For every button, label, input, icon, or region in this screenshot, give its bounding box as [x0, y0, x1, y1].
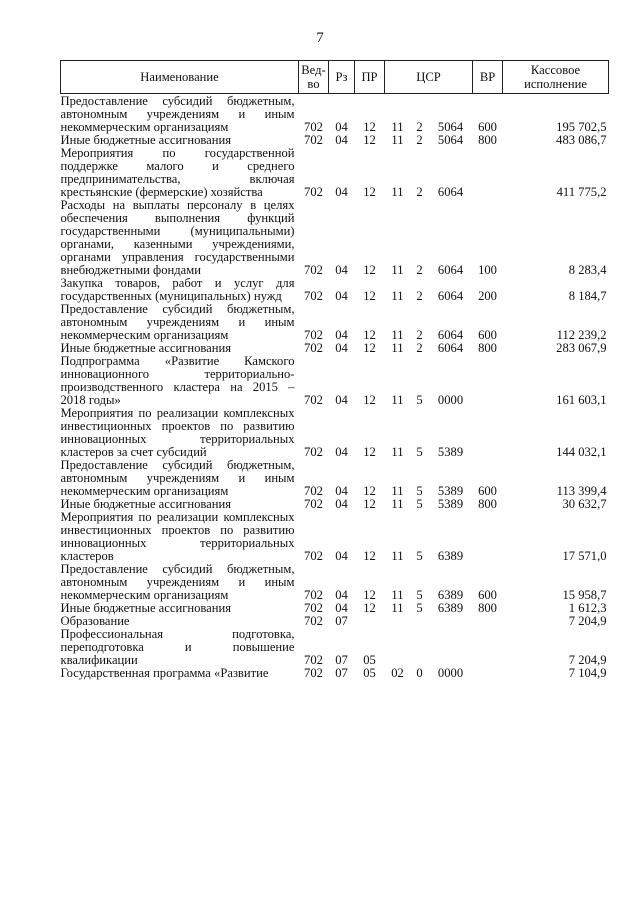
row-csr-direction: 5389 — [437, 484, 464, 498]
header-rz: Рз — [329, 61, 355, 94]
row-pr: 05 — [363, 653, 376, 667]
header-csr: ЦСР — [385, 61, 473, 94]
row-vr — [473, 355, 503, 407]
header-vr: ВР — [473, 61, 503, 94]
row-ved: 702 — [304, 588, 323, 602]
row-vr: 600 — [478, 328, 497, 342]
row-rz: 04 — [335, 341, 348, 355]
row-vr: 800 — [478, 341, 497, 355]
row-csr-direction: 5064 — [437, 120, 464, 134]
row-rz: 04 — [335, 120, 348, 134]
row-csr-program: 11 — [391, 133, 404, 147]
row-csr-subprogram: 5 — [416, 445, 423, 459]
row-csr-direction: 6064 — [437, 341, 464, 355]
row-amount: 144 032,1 — [556, 445, 607, 459]
row-ved: 702 — [304, 653, 323, 667]
row-csr-direction: 5389 — [437, 445, 464, 459]
row-vr — [473, 667, 503, 680]
row-vr — [473, 615, 503, 628]
row-rz: 04 — [335, 328, 348, 342]
row-csr-direction: 6389 — [437, 601, 464, 615]
row-ved: 702 — [304, 666, 323, 680]
row-csr-subprogram: 2 — [416, 133, 423, 147]
row-csr-subprogram — [411, 615, 429, 628]
row-name: Иные бюджетные ассигнования — [60, 497, 232, 511]
row-vr: 100 — [478, 263, 497, 277]
row-pr: 12 — [363, 341, 376, 355]
row-csr-program: 11 — [391, 497, 404, 511]
row-name: Иные бюджетные ассигнования — [60, 601, 232, 615]
row-pr: 12 — [363, 588, 376, 602]
row-csr-subprogram: 5 — [416, 549, 423, 563]
row-rz: 04 — [335, 263, 348, 277]
row-csr-direction — [429, 628, 473, 667]
row-vr: 600 — [478, 588, 497, 602]
row-csr-direction — [429, 615, 473, 628]
row-csr-program: 11 — [391, 393, 404, 407]
row-csr-program: 11 — [391, 185, 404, 199]
row-amount: 8 184,7 — [568, 289, 607, 303]
row-ved: 702 — [304, 289, 323, 303]
row-csr-program — [385, 615, 411, 628]
row-vr: 600 — [478, 120, 497, 134]
row-ved: 702 — [304, 185, 323, 199]
row-csr-direction: 5389 — [437, 497, 464, 511]
row-name: Иные бюджетные ассигнования — [60, 133, 232, 147]
row-ved: 702 — [304, 614, 323, 628]
row-amount: 195 702,5 — [556, 120, 607, 134]
row-ved: 702 — [304, 120, 323, 134]
row-ved: 702 — [304, 549, 323, 563]
row-csr-subprogram — [411, 628, 429, 667]
row-ved: 702 — [304, 328, 323, 342]
row-pr: 12 — [363, 263, 376, 277]
table-row — [61, 199, 609, 277]
row-amount: 283 067,9 — [556, 341, 607, 355]
row-pr — [355, 615, 385, 628]
row-csr-program — [385, 628, 411, 667]
header-exec — [503, 61, 609, 94]
row-name: Подпрограмма «Развитие Камского инновационного территориально-производственного кластера на 2015 – 2018 годы» — [60, 354, 295, 407]
row-pr: 12 — [363, 484, 376, 498]
row-name: Мероприятия по реализации комплексных инвестиционных проектов по развитию инновационных территориальных кластеров за счет субсидий — [60, 406, 295, 459]
row-vr — [473, 147, 503, 199]
row-csr-subprogram: 2 — [416, 328, 423, 342]
row-vr: 800 — [478, 133, 497, 147]
row-csr-direction: 5064 — [437, 133, 464, 147]
row-rz: 07 — [335, 653, 348, 667]
row-amount: 30 632,7 — [562, 497, 607, 511]
row-vr — [473, 511, 503, 563]
row-ved: 702 — [304, 601, 323, 615]
header-ved-line2: во — [307, 77, 320, 91]
row-ved: 702 — [304, 497, 323, 511]
row-csr-direction: 6064 — [437, 263, 464, 277]
row-amount: 113 399,4 — [556, 484, 607, 498]
row-amount: 483 086,7 — [556, 133, 607, 147]
table-row — [61, 303, 609, 342]
row-rz: 07 — [335, 614, 348, 628]
row-name: Мероприятия по реализации комплексных инвестиционных проектов по развитию инновационных территориальных кластеров — [60, 510, 295, 563]
row-pr: 12 — [363, 497, 376, 511]
row-csr-direction: 6064 — [437, 328, 464, 342]
row-pr: 12 — [363, 133, 376, 147]
row-csr-subprogram: 2 — [416, 341, 423, 355]
row-csr-direction: 6064 — [437, 289, 464, 303]
row-name: Иные бюджетные ассигнования — [60, 341, 232, 355]
header-ved — [299, 61, 329, 94]
row-name: Расходы на выплаты персоналу в целях обеспечения выполнения функций государственными (муниципальными) органами, казенными учреждениями, органами управления государственными внебюджетными фондами — [60, 198, 295, 277]
row-pr: 12 — [363, 185, 376, 199]
header-name: Наименование — [61, 61, 299, 94]
row-csr-program: 11 — [391, 484, 404, 498]
row-name: Государственная программа «Развитие — [60, 666, 269, 680]
row-csr-program: 11 — [391, 445, 404, 459]
row-amount: 7 104,9 — [568, 666, 607, 680]
row-csr-direction: 6389 — [437, 549, 464, 563]
row-csr-subprogram: 2 — [416, 263, 423, 277]
row-csr-program: 11 — [391, 588, 404, 602]
row-name: Профессиональная подготовка, переподготовка и повышение квалификации — [60, 627, 295, 667]
row-pr: 12 — [363, 289, 376, 303]
table-row — [61, 628, 609, 667]
row-rz: 04 — [335, 185, 348, 199]
header-exec-line1: Кассовое — [530, 63, 581, 77]
row-csr-subprogram: 2 — [416, 120, 423, 134]
row-vr: 600 — [478, 484, 497, 498]
row-name: Предоставление субсидий бюджетным, автономным учреждениям и иным некоммерческим организациям — [60, 94, 295, 134]
row-csr-subprogram: 5 — [416, 484, 423, 498]
table-row — [61, 511, 609, 563]
table-row — [61, 355, 609, 407]
row-pr: 12 — [363, 328, 376, 342]
row-csr-subprogram: 5 — [416, 497, 423, 511]
row-amount: 411 775,2 — [556, 185, 607, 199]
row-csr-program: 11 — [391, 263, 404, 277]
row-csr-program: 11 — [391, 341, 404, 355]
table-row — [61, 94, 609, 135]
row-csr-subprogram: 0 — [416, 666, 423, 680]
row-rz: 07 — [335, 666, 348, 680]
table-row — [61, 407, 609, 459]
row-rz: 04 — [335, 588, 348, 602]
row-amount: 7 204,9 — [568, 653, 607, 667]
row-rz: 04 — [335, 497, 348, 511]
row-amount: 7 204,9 — [568, 614, 607, 628]
row-name: Образование — [60, 614, 130, 628]
table-row — [61, 147, 609, 199]
row-csr-program: 02 — [391, 666, 404, 680]
row-ved: 702 — [304, 484, 323, 498]
budget-execution-table — [60, 60, 609, 680]
row-amount: 17 571,0 — [562, 549, 607, 563]
row-ved: 702 — [304, 393, 323, 407]
table-row — [61, 667, 609, 680]
row-name: Предоставление субсидий бюджетным, автономным учреждениям и иным некоммерческим организациям — [60, 458, 295, 498]
row-ved: 702 — [304, 445, 323, 459]
row-pr: 05 — [363, 666, 376, 680]
table-row — [61, 459, 609, 498]
row-pr: 12 — [363, 393, 376, 407]
row-amount: 112 239,2 — [556, 328, 607, 342]
row-rz: 04 — [335, 549, 348, 563]
row-amount: 1 612,3 — [568, 601, 607, 615]
table-row — [61, 277, 609, 303]
row-csr-program: 11 — [391, 549, 404, 563]
row-vr: 800 — [478, 497, 497, 511]
row-amount: 15 958,7 — [562, 588, 607, 602]
row-rz: 04 — [335, 133, 348, 147]
row-csr-subprogram: 5 — [416, 601, 423, 615]
table-row — [61, 563, 609, 602]
row-vr — [473, 407, 503, 459]
row-vr — [473, 628, 503, 667]
row-pr: 12 — [363, 445, 376, 459]
table-body — [61, 94, 609, 681]
row-rz: 04 — [335, 393, 348, 407]
row-amount: 161 603,1 — [556, 393, 607, 407]
row-amount: 8 283,4 — [568, 263, 607, 277]
row-csr-program: 11 — [391, 328, 404, 342]
header-exec-line2: исполнение — [524, 77, 587, 91]
table-header-row — [61, 61, 609, 94]
row-rz: 04 — [335, 445, 348, 459]
row-csr-direction: 0000 — [437, 666, 464, 680]
page-number: 7 — [316, 30, 324, 46]
row-pr: 12 — [363, 601, 376, 615]
row-csr-program: 11 — [391, 289, 404, 303]
row-csr-direction: 0000 — [437, 393, 464, 407]
row-rz: 04 — [335, 601, 348, 615]
row-csr-subprogram: 5 — [416, 393, 423, 407]
row-vr: 200 — [478, 289, 497, 303]
row-csr-program: 11 — [391, 601, 404, 615]
row-pr: 12 — [363, 549, 376, 563]
header-ved-line1: Вед- — [301, 63, 326, 77]
row-csr-direction: 6389 — [437, 588, 464, 602]
row-rz: 04 — [335, 484, 348, 498]
row-pr: 12 — [363, 120, 376, 134]
row-csr-subprogram: 2 — [416, 289, 423, 303]
row-csr-direction: 6064 — [437, 185, 464, 199]
row-ved: 702 — [304, 263, 323, 277]
row-ved: 702 — [304, 341, 323, 355]
row-csr-program: 11 — [391, 120, 404, 134]
row-ved: 702 — [304, 133, 323, 147]
row-name: Предоставление субсидий бюджетным, автономным учреждениям и иным некоммерческим организациям — [60, 562, 295, 602]
row-name: Закупка товаров, работ и услуг для государственных (муниципальных) нужд — [60, 276, 295, 303]
row-rz: 04 — [335, 289, 348, 303]
row-vr: 800 — [478, 601, 497, 615]
row-csr-subprogram: 5 — [416, 588, 423, 602]
row-name: Предоставление субсидий бюджетным, автономным учреждениям и иным некоммерческим организациям — [60, 302, 295, 342]
row-name: Мероприятия по государственной поддержке малого и среднего предпринимательства, включая крестьянские (фермерские) хозяйства — [60, 146, 295, 199]
row-csr-subprogram: 2 — [416, 185, 423, 199]
header-pr: ПР — [355, 61, 385, 94]
